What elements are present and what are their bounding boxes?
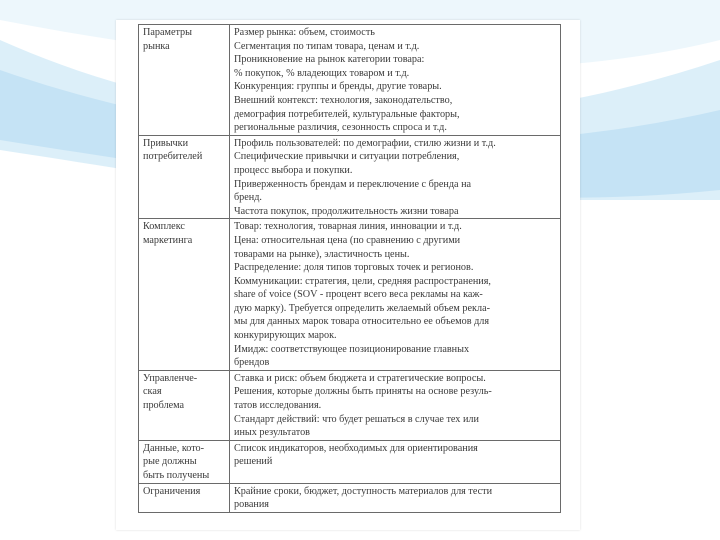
description-line: Стандарт действий: что будет решаться в случае тех или [234, 413, 479, 425]
description-line: конкурирующих марок. [234, 330, 337, 342]
parameter-line: рынка [143, 40, 170, 52]
document-page [116, 20, 580, 530]
description-line: татов исследования. [234, 400, 322, 412]
description-line: Товар: технология, товарная линия, инновации и т.д. [234, 221, 462, 233]
description-line: брендов [234, 357, 270, 369]
parameter-cell [139, 370, 230, 440]
description-line: Решения, которые должны быть приняты на основе резуль- [234, 386, 492, 398]
description-line: Цена: относительная цена (по сравнению с другими [234, 234, 461, 246]
description-cell [230, 440, 561, 483]
description-line: Специфические привычки и ситуации потребления, [234, 151, 460, 163]
parameter-line: потребителей [143, 151, 203, 163]
description-line: Сегментация по типам товара, ценам и т.д. [234, 40, 420, 52]
parameter-line: быть получены [143, 470, 210, 481]
table-row [139, 370, 561, 440]
description-line: иных результатов [234, 427, 310, 439]
description-line: решений [234, 456, 273, 468]
description-line: % покупок, % владеющих товаром и т.д. [234, 67, 410, 79]
parameter-cell [139, 483, 230, 512]
market-parameters-table [138, 24, 561, 513]
description-line: Распределение: доля типов торговых точек и регионов. [234, 262, 474, 274]
table-row [139, 219, 561, 371]
description-cell [230, 135, 561, 219]
parameter-line: ская [143, 386, 162, 398]
description-line: дую марку). Требуется определить желаемый объем рекла- [234, 302, 490, 314]
table-row [139, 440, 561, 483]
parameter-line: маркетинга [143, 234, 193, 246]
table-row [139, 135, 561, 219]
description-cell [230, 25, 561, 136]
parameter-cell [139, 440, 230, 483]
parameter-line: рые должны [143, 456, 197, 468]
table-row [139, 483, 561, 512]
table-row [139, 25, 561, 136]
description-line: Приверженность брендам и переключение с бренда на [234, 178, 472, 190]
description-line: Проникновение на рынок категории товара: [234, 54, 425, 66]
description-line: Список индикаторов, необходимых для ориентирования [234, 442, 478, 454]
description-line: Имидж: соответствующее позиционирование главных [234, 343, 470, 355]
description-line: товарами на рынке), эластичность цены. [234, 248, 410, 260]
description-cell [230, 219, 561, 371]
parameter-line: Ограничения [143, 485, 201, 497]
description-line: демография потребителей, культуральные факторы, [234, 108, 460, 120]
description-line: Коммуникации: стратегия, цели, средняя распространения, [234, 275, 491, 287]
description-line: процесс выбора и покупки. [234, 164, 353, 176]
description-line: Профиль пользователей: по демографии, стилю жизни и т.д. [234, 137, 496, 149]
parameter-line: проблема [143, 400, 185, 412]
parameter-line: Управленче- [143, 372, 198, 384]
parameter-cell [139, 219, 230, 371]
description-line: бренд. [234, 192, 262, 204]
description-cell [230, 483, 561, 512]
description-line: Конкуренция: группы и бренды, другие товары. [234, 81, 442, 93]
description-line: Ставка и риск: объем бюджета и стратегические вопросы. [234, 372, 486, 384]
description-line: мы для данных марок товара относительно ее объемов для [234, 316, 490, 328]
description-cell [230, 370, 561, 440]
parameter-line: Параметры [143, 27, 192, 38]
description-line: региональные различия, сезонность спроса и т.д. [234, 122, 447, 134]
description-line: Внешний контекст: технология, законодательство, [234, 94, 453, 106]
parameter-line: Данные, кото- [143, 442, 205, 454]
description-line: Частота покупок, продолжительность жизни товара [234, 205, 459, 217]
description-line: Крайние сроки, бюджет, доступность материалов для тести [234, 485, 493, 497]
parameter-cell [139, 25, 230, 136]
parameter-line: Комплекс [143, 221, 185, 233]
description-line: share of voice (SOV - процент всего веса рекламы на каж- [234, 289, 483, 301]
parameter-line: Привычки [143, 137, 189, 149]
parameter-cell [139, 135, 230, 219]
description-line: рования [234, 499, 269, 511]
description-line: Размер рынка: объем, стоимость [234, 27, 375, 38]
